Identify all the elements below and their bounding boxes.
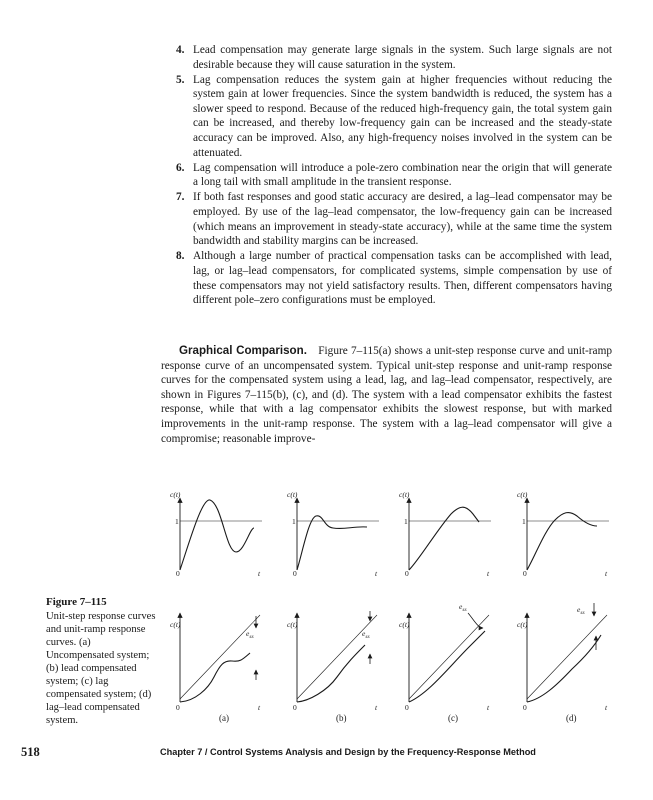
item-number: 4. [176,44,185,56]
one-label: 1 [175,517,179,526]
one-label: 1 [404,517,408,526]
step-response-curve [409,507,479,570]
step-response-curve [180,500,254,570]
paragraph-text: Figure 7–115(a) shows a unit-step response curve and unit-ramp response curve of an uncompensated system. Typical unit-step response and unit-ramp response curves for the compensated system using a lead, lag, and lag–lead compensator, respectively, are shown in Figures 7–115(b), (c), and (d). The system with a lead compensator exhibits the fastest response, while that with a lag compensator exhibits the slowest response, but with marked improvements in the unit-ramp response. The system with a lag–lead compensator will give a compromise; reasonable improve- [161,345,613,445]
panel-label: (c) [448,713,458,723]
x-axis-label: t [258,569,261,578]
x-axis-label: t [375,569,378,578]
y-axis-label: c(t) [287,490,298,499]
y-axis-label: c(t) [170,620,181,629]
error-label: $e_{ss}$ [246,629,254,640]
unit-ramp-input [297,615,377,699]
x-axis-label: t [487,569,490,578]
y-axis-label: c(t) [399,620,410,629]
y-axis-label: c(t) [517,620,528,629]
unit-ramp-input [409,615,489,699]
origin-label: 0 [523,569,527,578]
item-number: 8. [176,250,185,263]
y-axis-label: c(t) [517,490,528,499]
ramp-response-curve [180,653,250,702]
error-arrow [468,613,483,628]
ramp-response-curve [527,635,601,702]
ramp-response-curve [409,631,485,702]
page-number: 518 [21,745,40,759]
item-text: Although a large number of practical compensation tasks can be accomplished with lead, lag, or lag–lead compensators, for complicated systems, simple compensation by use of these compensators may not yield satisfactory results. Then, different compensators having different pole–zero configurations must be employed. [193,250,612,307]
origin-label: 0 [176,703,180,712]
figure-title: Figure 7–115 [46,596,107,608]
item-number: 6. [176,161,185,174]
unit-ramp-input [180,615,260,699]
figure-caption: Unit-step response curves and unit-ramp response curves. (a) Uncompensated system; (b) lead compensated system; (c) lag compensated system; (d) lag–lead compensated system. [46,611,156,726]
origin-label: 0 [293,703,297,712]
origin-label: 0 [405,569,409,578]
panel-label: (b) [336,713,347,723]
item-text: Lag compensation reduces the system gain at higher frequencies without reducing the system gain at lower frequencies. Since the system bandwidth is reduced, the system has a slower speed to respond. Because of the reduced high-frequency gain, the total system gain can be increased, and thereby low-frequency gain can be increased and the steady-state accuracy can be improved. Also, any high-frequency noises involved in the system can be attenuated. [193,73,612,159]
origin-label: 0 [405,703,409,712]
running-head: Chapter 7 / Control Systems Analysis and Design by the Frequency-Response Method [160,747,536,757]
item-text: If both fast responses and good static accuracy are desired, a lag–lead compensator may be employed. By use of the lag–lead compensator, the low-frequency gain can be increased (which means an improvement in steady-state accuracy), while at the same time the system bandwidth and stability margins can be increased. [193,191,612,248]
item-number: 7. [176,191,185,204]
origin-label: 0 [293,569,297,578]
one-label: 1 [292,517,296,526]
x-axis-label: t [258,703,261,712]
one-label: 1 [522,517,526,526]
error-label: $e_{ss}$ [459,602,467,613]
item-number: 5. [176,73,185,86]
panel-label: (a) [219,713,229,723]
origin-label: 0 [176,569,180,578]
error-label: $e_{ss}$ [577,605,585,616]
error-label: $e_{ss}$ [362,629,370,640]
x-axis-label: t [487,703,490,712]
y-axis-label: c(t) [170,490,181,499]
step-response-curve [297,516,367,570]
section-heading: Graphical Comparison. [179,344,307,357]
figure-panels [170,490,609,723]
ramp-response-curve [297,645,365,702]
item-text: Lead compensation may generate large signals in the system. Such large signals are not desirable because they will cause saturation in the system. [193,44,612,71]
item-text: Lag compensation will introduce a pole-zero combination near the origin that will generate a long tail with small amplitude in the transient response. [193,161,612,189]
x-axis-label: t [605,569,608,578]
panel-label: (d) [566,713,577,723]
x-axis-label: t [605,703,608,712]
unit-ramp-input [527,615,607,699]
x-axis-label: t [375,703,378,712]
origin-label: 0 [523,703,527,712]
y-axis-label: c(t) [399,490,410,499]
y-axis-label: c(t) [287,620,298,629]
